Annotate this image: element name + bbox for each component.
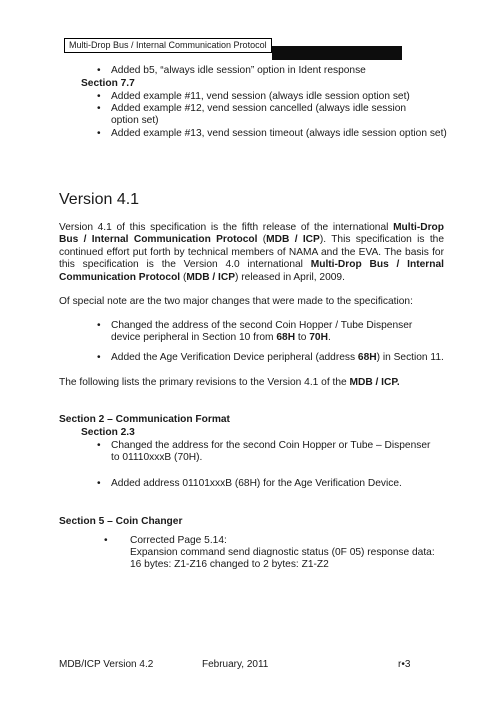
revisions-paragraph: The following lists the primary revisions to the Version 4.1 of the MDB / ICP. <box>59 377 400 388</box>
list-item: Added example #12, vend session cancelled (always idle session option set) <box>111 103 407 127</box>
list-item: Added address 01101xxxB (68H) for the Age Verification Device. <box>111 478 402 489</box>
bullet-icon: • <box>97 320 101 331</box>
list-item: Corrected Page 5.14: <box>130 535 227 546</box>
list-item: Added b5, “always idle session” option in Ident response <box>111 65 366 76</box>
list-item: Added the Age Verification Device peripheral (address 68H) in Section 11. <box>111 352 444 363</box>
bullet-icon: • <box>97 352 101 363</box>
list-item: Added example #13, vend session timeout (always idle session option set) <box>111 128 447 139</box>
section-heading: Section 2.3 <box>81 427 135 438</box>
bullet-icon: • <box>97 440 101 451</box>
intro-paragraph: Version 4.1 of this specification is the fifth release of the international Multi-Drop Bus / Internal Communication Protocol (MDB / ICP). This specification is the continued effort put forth by technical members of NAMA and the EVA. The basis for this specification is the Version 4.0 international Multi-Drop Bus / Internal Communication Protocol (MDB / ICP) released in April, 2009. <box>59 222 444 283</box>
section-heading: Section 5 – Coin Changer <box>59 516 183 527</box>
bullet-icon: • <box>104 535 108 546</box>
bullet-icon: • <box>97 65 101 76</box>
bullet-icon: • <box>97 103 101 114</box>
footer-left: MDB/ICP Version 4.2 <box>59 659 154 670</box>
version-heading: Version 4.1 <box>59 191 140 208</box>
bullet-icon: • <box>97 478 101 489</box>
list-item: Changed the address for the second Coin Hopper or Tube – Dispenser to 01110xxxB (70H). <box>111 440 431 464</box>
header-redaction-bar <box>272 46 402 60</box>
section-heading: Section 7.7 <box>81 78 135 89</box>
list-item: Added example #11, vend session (always idle session option set) <box>111 91 410 102</box>
list-item-detail: 16 bytes: Z1-Z16 changed to 2 bytes: Z1-Z2 <box>130 559 329 570</box>
page-number: r•3 <box>398 659 411 670</box>
running-header: Multi-Drop Bus / Internal Communication Protocol <box>64 38 272 53</box>
bullet-icon: • <box>97 91 101 102</box>
section-heading: Section 2 – Communication Format <box>59 414 230 425</box>
special-note-paragraph: Of special note are the two major changes that were made to the specification: <box>59 296 413 307</box>
bullet-icon: • <box>97 128 101 139</box>
list-item: Changed the address of the second Coin Hopper / Tube Dispenser device peripheral in Section 10 from 68H to 70H. <box>111 320 413 344</box>
footer-date: February, 2011 <box>202 659 269 670</box>
list-item-detail: Expansion command send diagnostic status (0F 05) response data: <box>130 547 435 558</box>
